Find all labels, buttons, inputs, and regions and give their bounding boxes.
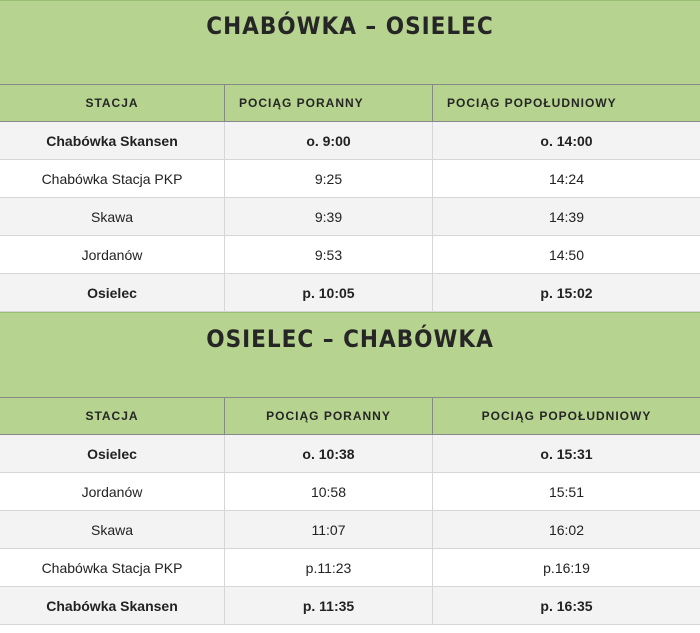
afternoon-time-cell: p. 15:02 bbox=[432, 274, 700, 311]
afternoon-time-cell: p.16:19 bbox=[432, 549, 700, 586]
morning-time-cell: p. 11:35 bbox=[224, 587, 432, 624]
timetable-osielec-chabowka bbox=[0, 312, 700, 625]
timetable-chabowka-osielec bbox=[0, 0, 700, 312]
header-station: STACJA bbox=[85, 409, 139, 423]
station-cell: Skawa bbox=[90, 208, 134, 225]
afternoon-time-cell: 14:24 bbox=[432, 160, 700, 197]
table-row bbox=[0, 587, 700, 625]
morning-time-cell: 9:53 bbox=[224, 236, 432, 273]
timetable-title: OSIELEC – CHABÓWKA bbox=[0, 312, 700, 397]
header-morning-train: POCIĄG PORANNY bbox=[224, 85, 432, 121]
timetable-title: CHABÓWKA – OSIELEC bbox=[0, 0, 700, 84]
morning-time-cell: 9:25 bbox=[224, 160, 432, 197]
table-row bbox=[0, 236, 700, 274]
header-morning-train: POCIĄG PORANNY bbox=[224, 398, 432, 434]
morning-time-cell: o. 9:00 bbox=[224, 122, 432, 159]
table-header-row bbox=[0, 84, 700, 122]
table-header-row bbox=[0, 397, 700, 435]
station-cell: Osielec bbox=[87, 284, 137, 301]
station-cell: Jordanów bbox=[81, 246, 143, 263]
morning-time-cell: 11:07 bbox=[224, 511, 432, 548]
table-row bbox=[0, 435, 700, 473]
header-afternoon-train: POCIĄG POPOŁUDNIOWY bbox=[432, 398, 700, 434]
morning-time-cell: o. 10:38 bbox=[224, 435, 432, 472]
table-row bbox=[0, 160, 700, 198]
afternoon-time-cell: 16:02 bbox=[432, 511, 700, 548]
morning-time-cell: p.11:23 bbox=[224, 549, 432, 586]
table-row bbox=[0, 122, 700, 160]
station-cell: Osielec bbox=[87, 445, 137, 462]
morning-time-cell: p. 10:05 bbox=[224, 274, 432, 311]
station-cell: Chabówka Skansen bbox=[46, 597, 178, 614]
morning-time-cell: 9:39 bbox=[224, 198, 432, 235]
afternoon-time-cell: p. 16:35 bbox=[432, 587, 700, 624]
station-cell: Chabówka Stacja PKP bbox=[41, 559, 183, 576]
afternoon-time-cell: 14:39 bbox=[432, 198, 700, 235]
station-cell: Chabówka Stacja PKP bbox=[41, 170, 183, 187]
table-row bbox=[0, 511, 700, 549]
table-row bbox=[0, 198, 700, 236]
afternoon-time-cell: o. 15:31 bbox=[432, 435, 700, 472]
afternoon-time-cell: o. 14:00 bbox=[432, 122, 700, 159]
station-cell: Chabówka Skansen bbox=[46, 132, 178, 149]
header-afternoon-train: POCIĄG POPOŁUDNIOWY bbox=[432, 85, 700, 121]
table-row bbox=[0, 473, 700, 511]
station-cell: Skawa bbox=[90, 521, 134, 538]
afternoon-time-cell: 14:50 bbox=[432, 236, 700, 273]
table-row bbox=[0, 274, 700, 312]
header-station: STACJA bbox=[85, 96, 139, 110]
station-cell: Jordanów bbox=[81, 483, 143, 500]
morning-time-cell: 10:58 bbox=[224, 473, 432, 510]
table-row bbox=[0, 549, 700, 587]
afternoon-time-cell: 15:51 bbox=[432, 473, 700, 510]
